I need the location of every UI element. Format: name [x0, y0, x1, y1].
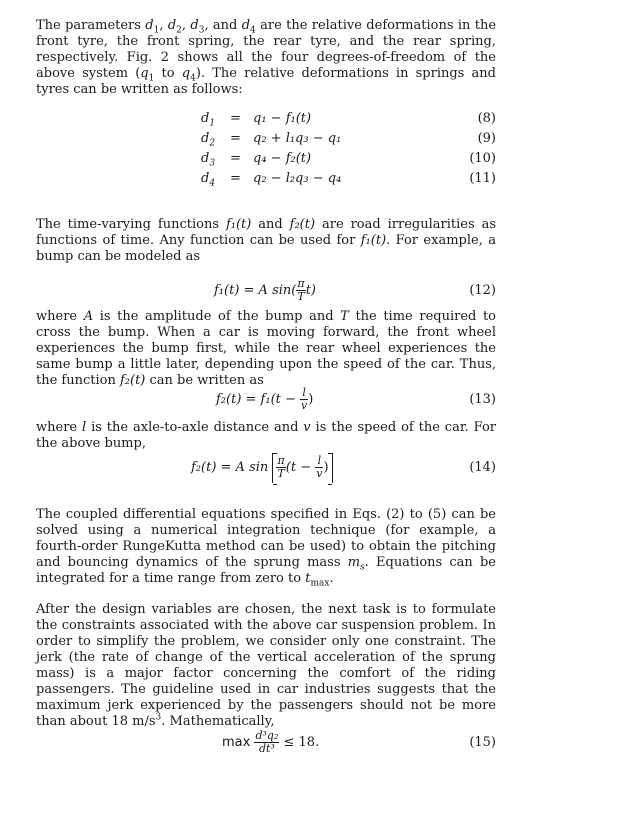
- paragraph-deformations: The parameters $d_1$, $d_2$, $d_3$, and $d_4$ are the relative deformations in the front tyre, the front spring, the rear tyre, and the rear spring, respectively. Fig. 2 shows all the four degrees-of-freedom of the above system ($q_1$ to $q_4$). The relative deformations in springs and tyres can be written as follows:: [36, 18, 497, 97]
- paragraph-coupled-equations: The coupled differential equations specified in Eqs. (2) to (5) can be solved using a numerical integration technique (for example, a fourth-order RungeKutta method can be used) to obtain the pitching and bouncing dynamics of the sprung mass $m_s$. Equations can be integrated for a time range from zero to $t_{max}$.: [36, 507, 497, 589]
- equation-10: $d_3$ = q₄ − f₂(t) (10): [201, 151, 496, 169]
- equation-8: $d_1$ = q₁ − f₁(t) (8): [201, 111, 496, 129]
- paragraph-constraints: After the design variables are chosen, the next task is to formulate the constraints associated with the above car suspension problem. In order to simplify the problem, we consider only one constraint. The jerk (the rate of change of the vertical acceleration of the sprung mass) is a major factor concerning the comfort of the riding passengers. The guideline used in car industries suggests that the maximum jerk experienced by the passengers should not be more than about 18 $m/s^3$. Mathematically,: [36, 602, 496, 729]
- paragraph-axle-distance: where l is the axle-to-axle distance and v is the speed of the car. For the above bump,: [36, 420, 496, 451]
- equation-11: $d_4$ = q₂ − l₂q₃ − q₄ (11): [201, 171, 496, 189]
- paragraph-bump-description: where A is the amplitude of the bump and T the time required to cross the bump. When a car is moving forward, the front wheel experiences the bump first, while the rear wheel experiences the same bump a little later, depending upon the speed of the car. Thus, the function f₂(t) can be written as: [36, 309, 496, 388]
- equation-15: max $\frac{\text{d³q₂}}{\text{dt³}}$ ≤ 18. (15): [222, 729, 496, 755]
- equation-array: [36, 111, 496, 193]
- equation-13: f₂(t) = f₁(t − $\frac{l}{v}$ ) (13): [216, 386, 496, 412]
- paragraph-road-irregularities: The time-varying functions f₁(t) and f₂(t) are road irregularities as functions of time. Any function can be used for f₁(t). For example, a bump can be modeled as: [36, 217, 496, 264]
- equation-9: $d_2$ = q₂ + l₁q₃ − q₁ (9): [201, 131, 496, 149]
- equation-14: f₂(t) = A sin $\frac{\pi}{T}$ (t − $\frac{l}{v}$ ) (14): [36, 451, 496, 485]
- equation-12: f₁(t) = A sin( $\frac{\pi}{T}$ t) (12): [214, 277, 496, 303]
